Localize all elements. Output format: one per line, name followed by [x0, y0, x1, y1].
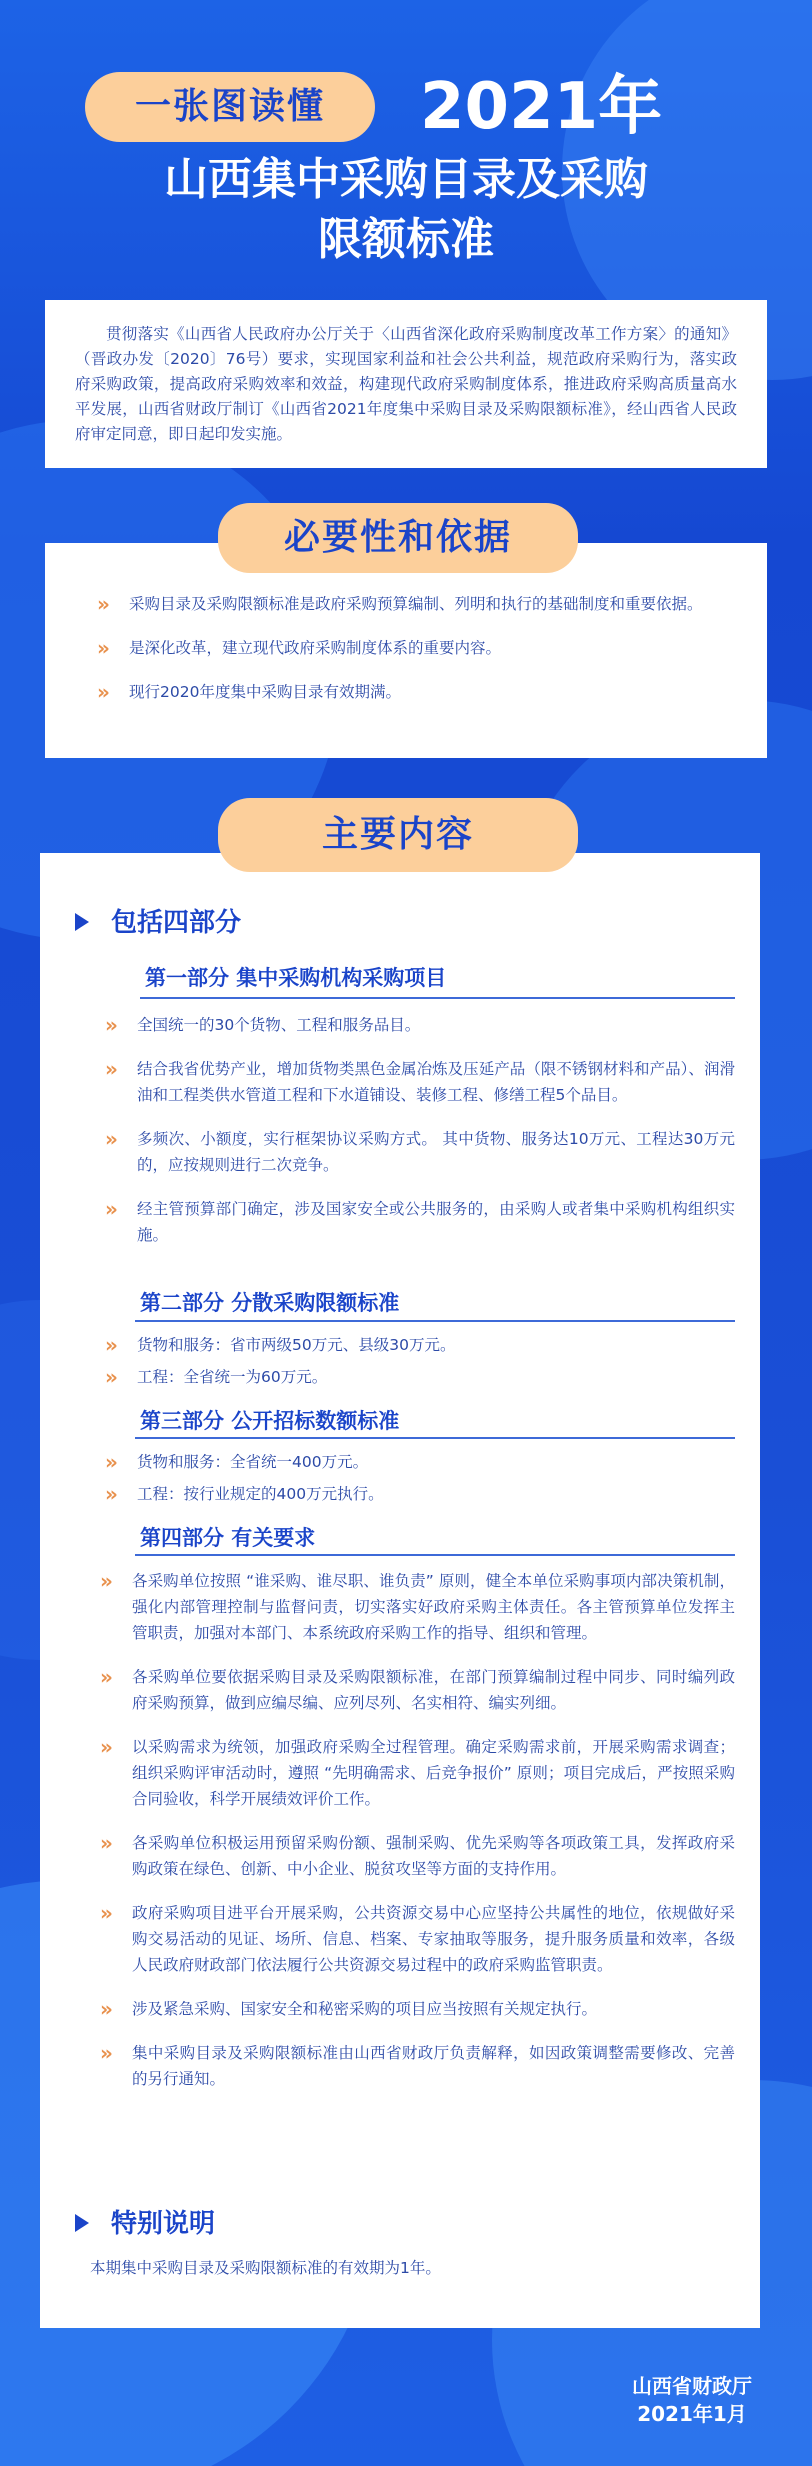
- list-item: » 工程：按行业规定的400万元执行。: [105, 1482, 384, 1506]
- double-chevron-icon: »: [105, 1197, 112, 1221]
- list-item: » 经主管预算部门确定，涉及国家安全或公共服务的，由采购人或者集中采购机构组织实施。: [105, 1197, 735, 1244]
- page-title-line1: 山西集中采购目录及采购: [164, 154, 648, 205]
- double-chevron-icon: »: [105, 1482, 112, 1506]
- list-item: » 以采购需求为统领，加强政府采购全过程管理。确定采购需求前，开展采购需求调查；组织采购评审活动时，遵照 “先明确需求、后竞争报价” 原则；项目完成后，严按照采购合同验收，科学开展绩效评价工作。: [100, 1735, 735, 1808]
- list-item: » 现行2020年度集中采购目录有效期满。: [97, 680, 401, 704]
- part4-list: [100, 1568, 735, 2110]
- double-chevron-icon: »: [100, 1831, 107, 1855]
- part3-list: [105, 1449, 735, 1525]
- part4-heading: 第四部分 有关要求: [140, 1526, 316, 1550]
- list-item: » 结合我省优势产业，增加货物类黑色金属冶炼及压延产品（限不锈钢材料和产品）、润滑油和工程类供水管道工程和下水道铺设、装修工程、修缮工程5个品目。: [105, 1057, 735, 1104]
- double-chevron-icon: »: [100, 1665, 107, 1689]
- list-item: » 工程：全省统一为60万元。: [105, 1365, 328, 1389]
- list-item: » 涉及紧急采购、国家安全和秘密采购的项目应当按照有关规定执行。: [100, 1997, 598, 2021]
- list-item: » 全国统一的30个货物、工程和服务品目。: [105, 1013, 421, 1037]
- part3-divider: [135, 1437, 735, 1439]
- section-title-necessity: 必要性和依据: [218, 503, 578, 573]
- part1-list: [105, 1012, 735, 1266]
- part2-list: [105, 1332, 735, 1408]
- double-chevron-icon: »: [105, 1450, 112, 1474]
- title-year: 2021年: [420, 70, 663, 144]
- intro-text: 贯彻落实《山西省人民政府办公厅关于〈山西省深化政府采购制度改革工作方案〉的通知》（晋政办发〔2020〕76号）要求，实现国家利益和社会公共利益，规范政府采购行为，落实政府采购政策，提高政府采购效率和效益，构建现代政府采购制度体系，推进政府采购高质量高水平发展，山西省财政厅制订《山西省2021年度集中采购目录及采购限额标准》，经山西省人民政府审定同意，即日起印发实施。: [75, 325, 737, 443]
- page-title-line2: 限额标准: [318, 214, 494, 265]
- subheading-four-parts: 包括四部分: [75, 902, 241, 939]
- list-item: » 各采购单位积极运用预留采购份额、强制采购、优先采购等各项政策工具，发挥政府采购政策在绿色、创新、中小企业、脱贫攻坚等方面的支持作用。: [100, 1831, 735, 1878]
- list-item: » 政府采购项目进平台开展采购，公共资源交易中心应坚持公共属性的地位，依规做好采购交易活动的见证、场所、信息、档案、专家抽取等服务，提升服务质量和效率，各级人民政府财政部门依法履行公共资源交易过程中的政府采购监管职责。: [100, 1901, 735, 1974]
- subheading-special-note: 特别说明: [75, 2203, 215, 2240]
- double-chevron-icon: »: [100, 1735, 107, 1759]
- double-chevron-icon: »: [100, 2041, 107, 2065]
- double-chevron-icon: »: [100, 1901, 107, 1925]
- part4-divider: [135, 1554, 735, 1556]
- list-item: » 各采购单位要依据采购目录及采购限额标准，在部门预算编制过程中同步、同时编列政府采购预算，做到应编尽编、应列尽列、名实相符、编实列细。: [100, 1665, 735, 1712]
- triangle-play-icon: [75, 2214, 89, 2232]
- part2-heading: 第二部分 分散采购限额标准: [140, 1291, 400, 1315]
- double-chevron-icon: »: [105, 1365, 112, 1389]
- triangle-play-icon: [75, 913, 89, 931]
- part1-divider: [140, 997, 735, 999]
- list-item: » 货物和服务：省市两级50万元、县级30万元。: [105, 1333, 456, 1357]
- section-title-main-content: 主要内容: [218, 798, 578, 872]
- necessity-list: [97, 591, 737, 723]
- list-item: » 采购目录及采购限额标准是政府采购预算编制、列明和执行的基础制度和重要依据。: [97, 592, 703, 616]
- double-chevron-icon: »: [105, 1057, 112, 1081]
- intro-card: [45, 300, 767, 468]
- list-item: » 多频次、小额度，实行框架协议采购方式。 其中货物、服务达10万元、工程达30万元的，应按规则进行二次竞争。: [105, 1127, 735, 1174]
- list-item: » 是深化改革，建立现代政府采购制度体系的重要内容。: [97, 636, 502, 660]
- double-chevron-icon: »: [105, 1127, 112, 1151]
- title-pill: 一张图读懂: [85, 72, 375, 142]
- double-chevron-icon: »: [97, 592, 104, 616]
- double-chevron-icon: »: [100, 1569, 107, 1593]
- double-chevron-icon: »: [105, 1013, 112, 1037]
- double-chevron-icon: »: [97, 636, 104, 660]
- footer: [632, 2372, 752, 2428]
- list-item: » 各采购单位按照 “谁采购、谁尽职、谁负责” 原则，健全本单位采购事项内部决策机制，强化内部管理控制与监督问责，切实落实好政府采购主体责任。各主管预算单位发挥主管职责，加强对本部门、本系统政府采购工作的指导、组织和管理。: [100, 1569, 735, 1642]
- double-chevron-icon: »: [100, 1997, 107, 2021]
- double-chevron-icon: »: [97, 680, 104, 704]
- part3-heading: 第三部分 公开招标数额标准: [140, 1409, 400, 1433]
- necessity-card: [45, 543, 767, 758]
- part2-divider: [135, 1320, 735, 1322]
- footer-org: 山西省财政厅: [632, 2374, 752, 2398]
- list-item: » 集中采购目录及采购限额标准由山西省财政厅负责解释，如因政策调整需要修改、完善的另行通知。: [100, 2041, 735, 2088]
- part1-heading: 第一部分 集中采购机构采购项目: [145, 966, 447, 990]
- footer-date: 2021年1月: [637, 2402, 747, 2426]
- double-chevron-icon: »: [105, 1333, 112, 1357]
- page-title: [0, 150, 812, 270]
- list-item: » 货物和服务：全省统一400万元。: [105, 1450, 369, 1474]
- special-note-text: 本期集中采购目录及采购限额标准的有效期为1年。: [90, 2259, 441, 2277]
